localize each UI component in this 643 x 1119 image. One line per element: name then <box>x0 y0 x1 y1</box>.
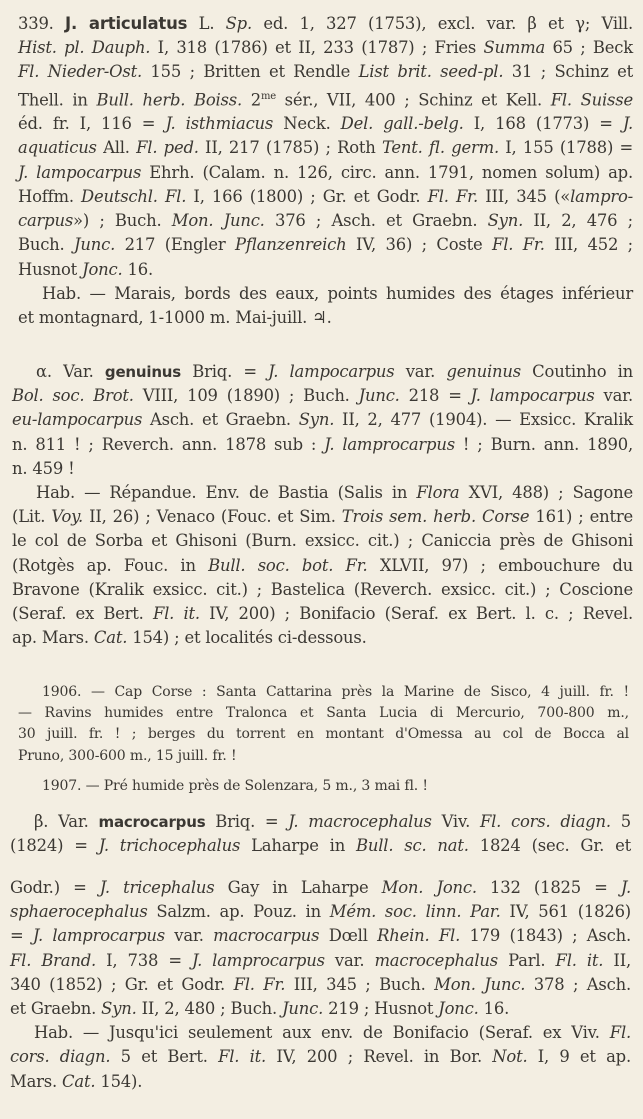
italic-ref: Cat. <box>62 1071 96 1091</box>
text-run: Godr.) = <box>10 878 100 897</box>
text-run: II, 2, 477 (1904). — Exsicc. Kralik <box>334 410 633 430</box>
text-run: ») ; Buch. <box>73 211 172 231</box>
text-run: Coutinho in <box>520 362 634 381</box>
text-line <box>12 626 633 650</box>
text-run: 2 <box>242 90 261 110</box>
text-run: Neck. <box>273 114 341 134</box>
italic-ref: Fl. it. <box>152 604 200 624</box>
text-run: IV, 36) ; Coste <box>346 235 493 255</box>
italic-ref: J. trichocephalus <box>98 836 241 856</box>
text-run: I, 168 (1773) = <box>463 114 623 134</box>
text-line <box>12 408 633 432</box>
text-run: var. <box>594 386 634 406</box>
text-line <box>18 306 633 330</box>
text-run: All. <box>96 138 137 158</box>
text-line <box>12 360 633 384</box>
text-run: 132 (1825 = <box>476 878 621 897</box>
text-line <box>10 876 631 900</box>
text-run: me <box>260 90 276 102</box>
text-run: I, 166 (1800) ; Gr. et Godr. <box>186 186 428 206</box>
italic-ref: Bull. soc. bot. Fr. <box>208 555 368 575</box>
text-line <box>12 481 633 505</box>
taxon-name: macrocarpus <box>98 813 206 831</box>
text-run: (Lit. <box>12 507 52 527</box>
italic-ref: Deutschl. Fl. <box>81 186 187 206</box>
text-line <box>12 554 633 578</box>
italic-ref: Trois sem. herb. Corse <box>341 507 530 527</box>
text-run: Hab. — Répandue. Env. de Bastia (Salis in <box>36 483 417 503</box>
text-run: II, 217 (1785) ; Roth <box>198 138 382 158</box>
text-run: 16. <box>122 259 153 279</box>
text-line <box>18 703 629 724</box>
text-run: β. Var. <box>34 812 99 831</box>
italic-ref: Pflanzenreich <box>235 235 347 255</box>
text-run: Salzm. ap. Pouz. in <box>147 902 330 922</box>
text-run: α. Var. <box>36 362 105 381</box>
text-run: Bravone (Kralik exsicc. cit.) ; Bastelica (Reverch. exsicc. cit.) ; Coscione <box>12 579 633 599</box>
text-run: 30 juill. fr. ! ; berges du torrent en montant d'Omessa au col de Bocca al <box>18 726 629 743</box>
italic-ref: Bull. herb. Boiss. <box>96 90 242 110</box>
italic-ref: Mon. Jonc. <box>381 878 477 897</box>
text-run: 154). <box>95 1071 143 1091</box>
text-run: (1824) = <box>10 836 99 856</box>
text-line <box>12 578 633 602</box>
text-run: 65 ; Beck <box>545 38 633 58</box>
text-run: Briq. = <box>181 362 269 381</box>
text-line <box>18 36 633 60</box>
text-run: var. <box>324 950 375 970</box>
text-run: II, <box>603 950 631 970</box>
italic-ref: carpus <box>18 211 74 231</box>
italic-ref: genuinus <box>446 362 521 381</box>
text-run: Asch. et Graebn. <box>142 410 299 430</box>
italic-ref: Not. <box>492 1047 528 1067</box>
italic-ref: Bol. soc. Brot. <box>12 386 134 406</box>
italic-ref: J. macrocephalus <box>288 812 432 831</box>
text-run: Briq. = <box>205 812 289 831</box>
text-run: sér., VII, 400 ; Schinz et Kell. <box>275 90 551 110</box>
text-line <box>18 682 629 703</box>
text-run: 217 (Engler <box>115 235 236 255</box>
italic-ref: Syn. <box>298 410 335 430</box>
italic-ref: Mon. Junc. <box>434 974 526 994</box>
variety-macrocarpus-entry <box>0 810 643 858</box>
text-run: I, 318 (1786) et II, 233 (1787) ; Fries <box>150 38 484 58</box>
text-run: II, 26) ; Venaco (Fouc. et Sim. <box>83 507 342 527</box>
italic-ref: Syn. <box>487 211 524 231</box>
italic-ref: Mon. Junc. <box>171 211 265 231</box>
text-line <box>18 209 633 233</box>
text-run: 179 (1843) ; Asch. <box>460 926 631 946</box>
text-line <box>12 602 633 626</box>
italic-ref: Cat. <box>93 628 128 648</box>
text-line <box>18 258 633 282</box>
italic-ref: Fl. Brand. <box>10 950 97 970</box>
text-line <box>10 997 631 1021</box>
records-1906 <box>0 682 643 767</box>
text-run: ed. 1, 327 (1753), excl. var. β et γ; Vill. <box>252 14 633 33</box>
text-line <box>18 724 629 745</box>
italic-ref: Jonc. <box>438 999 479 1019</box>
italic-ref: Fl. <box>609 1023 631 1043</box>
text-run: IV, 200 ; Revel. in Bor. <box>266 1047 493 1067</box>
italic-ref: Hist. pl. Dauph. <box>18 38 151 58</box>
text-run: VIII, 109 (1890) ; Buch. <box>133 386 359 406</box>
italic-ref: Flora <box>416 483 460 503</box>
italic-ref: J. lamprocarpus <box>324 434 455 454</box>
text-run: ! ; Burn. ann. 1890, <box>454 434 633 454</box>
text-run: 339. <box>18 14 66 33</box>
italic-ref: eu-lampocarpus <box>12 410 143 430</box>
text-run: 340 (1852) ; Gr. et Godr. <box>10 974 234 994</box>
text-run: 31 ; Schinz et <box>503 62 634 82</box>
text-run: (Rotgès ap. Fouc. in <box>12 555 209 575</box>
italic-ref: Fl. cors. diagn. <box>479 812 611 831</box>
italic-ref: Junc. <box>74 235 116 255</box>
italic-ref: J. lampocarpus <box>18 162 142 182</box>
text-line <box>10 973 631 997</box>
text-line <box>12 433 633 457</box>
italic-ref: Sp. <box>225 14 252 33</box>
text-run: 218 = <box>399 386 471 406</box>
text-run: XLVII, 97) ; embouchure du <box>367 555 634 575</box>
text-line <box>18 282 633 306</box>
text-run: Hab. — Jusqu'ici seulement aux env. de Bonifacio (Seraf. ex Viv. <box>34 1023 610 1043</box>
italic-ref: List brit. seed-pl. <box>358 62 504 82</box>
text-run: Hab. — Marais, bords des eaux, points humides des étages inférieur <box>42 283 633 303</box>
italic-ref: Fl. Fr. <box>492 235 545 255</box>
italic-ref: Rhein. Fl. <box>377 926 461 946</box>
text-run: var. <box>164 926 214 946</box>
text-run: II, 2, 476 ; <box>523 211 633 231</box>
text-line <box>10 949 631 973</box>
text-line <box>18 161 633 185</box>
text-run: (Seraf. ex Bert. <box>12 604 153 624</box>
text-run: 376 ; Asch. et Graebn. <box>264 211 488 231</box>
italic-ref: J. lamprocarpus <box>32 926 165 946</box>
italic-ref: Fl. Suisse <box>550 90 633 110</box>
italic-ref: J. <box>622 114 634 134</box>
italic-ref: Mém. soc. linn. Par. <box>329 902 501 922</box>
italic-ref: sphaerocephalus <box>10 902 148 922</box>
text-run: II, 2, 480 ; Buch. <box>136 999 283 1019</box>
text-run: n. 811 ! ; Reverch. ann. 1878 sub : <box>12 434 325 454</box>
text-line <box>18 85 633 113</box>
text-run: var. <box>394 362 447 381</box>
italic-ref: Syn. <box>101 999 137 1019</box>
text-run: le col de Sorba et Ghisoni (Burn. exsicc. cit.) ; Caniccia près de Ghisoni <box>12 531 633 551</box>
italic-ref: Fl. Nieder-Ost. <box>18 62 142 82</box>
text-run: Hoffm. <box>18 186 82 206</box>
text-run: I, 155 (1788) = <box>498 138 633 158</box>
text-run: 1907. — Pré humide près de Solenzara, 5 m., 3 mai fl. ! <box>42 778 428 794</box>
text-run: Laharpe in <box>240 836 357 856</box>
text-run: 1906. — Cap Corse : Santa Cattarina près la Marine de Sisco, 4 juill. fr. ! <box>42 684 629 700</box>
text-run: Viv. <box>431 812 480 831</box>
text-run: 219 ; Husnot <box>323 999 439 1019</box>
italic-ref: Voy. <box>51 507 84 527</box>
taxon-name: genuinus <box>104 363 182 381</box>
text-line <box>10 924 631 948</box>
variety-genuinus-entry <box>0 360 643 650</box>
italic-ref: J. lampocarpus <box>470 386 595 406</box>
text-line <box>10 810 631 834</box>
records-1907 <box>0 776 643 797</box>
text-run: n. 459 ! <box>12 458 75 478</box>
text-line <box>18 60 633 84</box>
italic-ref: Fl. Fr. <box>427 186 479 206</box>
text-run: 1824 (sec. Gr. et <box>468 836 631 856</box>
text-line <box>12 384 633 408</box>
italic-ref: cors. diagn. <box>10 1047 111 1067</box>
text-line <box>10 1070 631 1094</box>
italic-ref: aquaticus <box>18 138 97 158</box>
italic-ref: Del. gall.-belg. <box>340 114 464 134</box>
text-run: Mars. <box>10 1071 63 1091</box>
italic-ref: Fl. ped. <box>136 138 199 158</box>
text-line <box>10 900 631 924</box>
text-line <box>18 112 633 136</box>
text-run: Husnot <box>18 259 83 279</box>
italic-ref: Tent. fl. germ. <box>381 138 499 158</box>
text-line <box>12 529 633 553</box>
text-run: IV, 200) ; Bonifacio (Seraf. ex Bert. l. c. ; Revel. <box>199 604 633 624</box>
text-run: IV, 561 (1826) <box>500 902 631 922</box>
text-run: = <box>10 926 33 946</box>
text-line <box>18 136 633 160</box>
text-run: Gay in Laharpe <box>214 878 382 897</box>
text-run: I, 9 et ap. <box>527 1047 631 1067</box>
italic-ref: Fl. it. <box>555 950 604 970</box>
text-run: 161) ; entre <box>529 507 633 527</box>
italic-ref: J. lampocarpus <box>268 362 395 381</box>
text-line <box>18 12 633 36</box>
text-run: XVI, 488) ; Sagone <box>459 483 633 503</box>
text-run: I, 738 = <box>96 950 192 970</box>
text-run: 5 et Bert. <box>110 1047 219 1067</box>
text-run: Pruno, 300-600 m., 15 juill. fr. ! <box>18 747 237 764</box>
italic-ref: macrocarpus <box>213 926 320 946</box>
italic-ref: Junc. <box>358 386 400 406</box>
italic-ref: J. tricephalus <box>99 878 215 897</box>
text-line <box>10 1045 631 1069</box>
text-run: 378 ; Asch. <box>525 974 631 994</box>
taxon-name: J. articulatus <box>65 14 188 33</box>
italic-ref: Fl. it. <box>218 1047 267 1067</box>
italic-ref: J. <box>620 878 631 897</box>
text-line <box>12 505 633 529</box>
text-line <box>10 834 631 858</box>
text-run: Thell. in <box>18 90 97 110</box>
italic-ref: Jonc. <box>82 259 123 279</box>
variety-macrocarpus-continued <box>0 876 643 1094</box>
text-run: III, 452 ; <box>544 235 633 255</box>
italic-ref: Fl. Fr. <box>233 974 286 994</box>
text-run: Ehrh. (Calam. n. 126, circ. ann. 1791, nomen solum) ap. <box>141 162 633 182</box>
italic-ref: J. isthmiacus <box>165 114 274 134</box>
text-line <box>18 746 629 767</box>
text-run: III, 345 ; Buch. <box>285 974 435 994</box>
text-line <box>18 185 633 209</box>
text-run: 5 <box>610 812 631 831</box>
italic-ref: lampro- <box>570 186 633 206</box>
italic-ref: J. lamprocarpus <box>191 950 325 970</box>
text-run: Parl. <box>497 950 556 970</box>
text-line <box>18 233 633 257</box>
text-run: Buch. <box>18 235 75 255</box>
italic-ref: Bull. sc. nat. <box>356 836 469 856</box>
text-run: — Ravins humides entre Tralonca et Santa Lucia di Mercurio, 700-800 m., <box>18 705 629 722</box>
text-line <box>10 1021 631 1045</box>
text-run: 16. <box>478 999 510 1019</box>
text-run: 154) ; et localités ci-dessous. <box>127 628 367 648</box>
text-run: ap. Mars. <box>12 628 94 648</box>
text-run: éd. fr. I, 116 = <box>18 114 166 134</box>
species-entry-339 <box>0 12 643 330</box>
italic-ref: macrocephalus <box>374 950 498 970</box>
text-run: Dœll <box>319 926 378 946</box>
text-run: 155 ; Britten et Rendle <box>141 62 359 82</box>
text-run: III, 345 (« <box>478 186 571 206</box>
text-run: L. <box>187 14 226 33</box>
italic-ref: Summa <box>483 38 546 58</box>
text-line <box>18 776 629 797</box>
italic-ref: Junc. <box>282 999 324 1019</box>
text-run: et montagnard, 1-1000 m. Mai-juill. ♃. <box>18 307 332 327</box>
text-run: et Graebn. <box>10 999 102 1019</box>
text-line <box>12 457 633 481</box>
